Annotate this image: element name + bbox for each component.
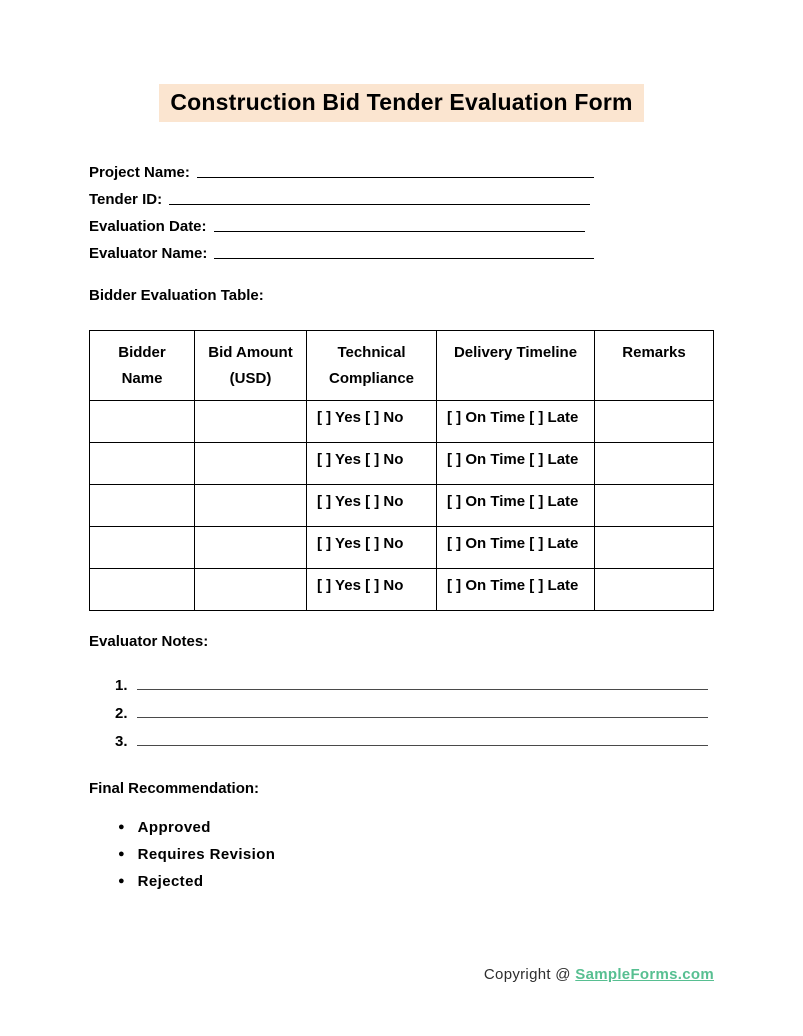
bid-amount-cell[interactable] [195, 527, 307, 569]
bidder-table-heading: Bidder Evaluation Table: [89, 287, 264, 304]
evaluator-name-label: Evaluator Name: [89, 245, 208, 262]
bidder-name-cell[interactable] [90, 527, 195, 569]
technical-compliance-cell[interactable]: [ ] Yes [ ] No [307, 443, 437, 485]
col-header-bid-amount: Bid Amount (USD) [195, 331, 307, 401]
col-header-technical-compliance: Technical Compliance [307, 331, 437, 401]
bidder-name-cell[interactable] [90, 485, 195, 527]
technical-compliance-cell[interactable]: [ ] Yes [ ] No [307, 485, 437, 527]
bid-amount-cell[interactable] [195, 485, 307, 527]
final-recommendation-heading: Final Recommendation: [89, 780, 260, 797]
note-number: 1. [115, 677, 128, 694]
evaluator-notes-heading: Evaluator Notes: [89, 633, 209, 650]
remarks-cell[interactable] [595, 569, 714, 611]
table-row [90, 527, 714, 569]
remarks-cell[interactable] [595, 527, 714, 569]
evaluation-date-label: Evaluation Date: [89, 218, 207, 235]
copyright-text: Copyright @ [483, 966, 576, 983]
bid-amount-cell[interactable] [195, 569, 307, 611]
evaluator-notes-list [115, 666, 708, 750]
technical-compliance-cell[interactable]: [ ] Yes [ ] No [307, 401, 437, 443]
option-requires-revision[interactable] [118, 841, 713, 868]
remarks-cell[interactable] [595, 443, 714, 485]
delivery-timeline-cell[interactable]: [ ] On Time [ ] Late [437, 443, 595, 485]
note-line-field[interactable] [137, 717, 708, 718]
option-approved[interactable] [118, 814, 713, 841]
remarks-cell[interactable] [595, 401, 714, 443]
note-line-field[interactable] [137, 689, 708, 690]
bidder-name-cell[interactable] [90, 401, 195, 443]
delivery-timeline-cell[interactable]: [ ] On Time [ ] Late [437, 401, 595, 443]
tender-id-label: Tender ID: [89, 191, 163, 208]
delivery-timeline-cell[interactable]: [ ] On Time [ ] Late [437, 485, 595, 527]
project-name-label: Project Name: [89, 164, 190, 181]
note-row-3 [115, 722, 708, 750]
note-line-field[interactable] [137, 745, 708, 746]
bullet-icon: ● [118, 875, 125, 887]
option-label: Requires Revision [137, 846, 276, 863]
delivery-timeline-cell[interactable]: [ ] On Time [ ] Late [437, 527, 595, 569]
project-name-row [89, 154, 594, 181]
delivery-timeline-cell[interactable]: [ ] On Time [ ] Late [437, 569, 595, 611]
evaluation-date-field[interactable] [214, 231, 585, 232]
bidder-name-cell[interactable] [90, 569, 195, 611]
header-fields [89, 154, 594, 262]
recommendation-options [118, 814, 713, 895]
technical-compliance-cell[interactable]: [ ] Yes [ ] No [307, 527, 437, 569]
table-header-row [90, 331, 714, 401]
sampleforms-link[interactable]: SampleForms.com [575, 966, 714, 983]
technical-compliance-cell[interactable]: [ ] Yes [ ] No [307, 569, 437, 611]
page-title: Construction Bid Tender Evaluation Form [159, 84, 643, 122]
col-header-bidder-name: Bidder Name [90, 331, 195, 401]
footer [484, 966, 714, 983]
evaluation-date-row [89, 208, 594, 235]
bullet-icon: ● [118, 821, 125, 833]
note-row-1 [115, 666, 708, 694]
note-row-2 [115, 694, 708, 722]
table-row [90, 485, 714, 527]
remarks-cell[interactable] [595, 485, 714, 527]
bullet-icon: ● [118, 848, 125, 860]
bidder-evaluation-table [89, 330, 714, 611]
project-name-field[interactable] [197, 177, 594, 178]
table-row [90, 443, 714, 485]
evaluator-name-row [89, 235, 594, 262]
option-label: Approved [137, 819, 211, 836]
bidder-name-cell[interactable] [90, 443, 195, 485]
tender-id-field[interactable] [169, 204, 590, 205]
table-row [90, 401, 714, 443]
col-header-remarks: Remarks [595, 331, 714, 401]
tender-id-row [89, 181, 594, 208]
table-row [90, 569, 714, 611]
bid-amount-cell[interactable] [195, 443, 307, 485]
bid-amount-cell[interactable] [195, 401, 307, 443]
option-rejected[interactable] [118, 868, 713, 895]
title-bar [0, 0, 803, 122]
option-label: Rejected [137, 873, 204, 890]
evaluator-name-field[interactable] [214, 258, 594, 259]
note-number: 2. [115, 705, 128, 722]
col-header-delivery-timeline: Delivery Timeline [437, 331, 595, 401]
note-number: 3. [115, 733, 128, 750]
